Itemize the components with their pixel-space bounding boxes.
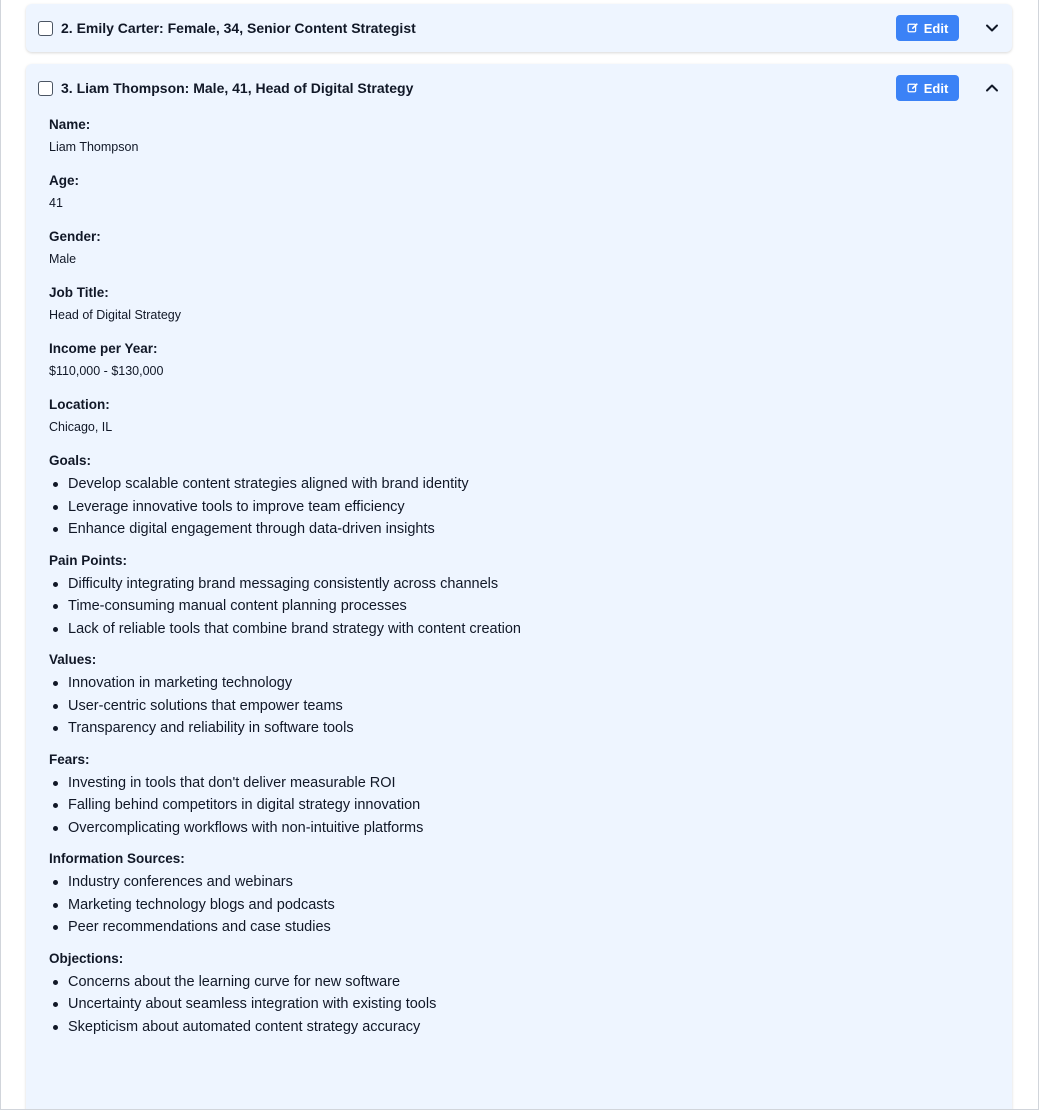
section-goals [49,452,992,541]
field-location [49,396,992,436]
persona-card-emily-carter [26,4,1012,52]
list-item: Overcomplicating workflows with non-intuitive platforms [68,817,992,840]
list-item: Falling behind competitors in digital strategy innovation [68,794,992,817]
edit-button-label: Edit [923,80,949,96]
list-item: Lack of reliable tools that combine brand strategy with content creation [68,618,992,641]
field-value: Chicago, IL [49,420,113,434]
list-item: Investing in tools that don't deliver measurable ROI [68,772,992,795]
edit-button-label: Edit [923,20,949,36]
section-information-sources [49,850,992,939]
field-label: Job Title: [49,285,109,300]
edit-icon [907,22,919,34]
section-label: Objections: [49,950,124,966]
persona-card-header[interactable] [26,64,1012,112]
section-values [49,651,992,740]
edit-icon [907,82,919,94]
persona-card-liam-thompson [26,64,1012,1110]
field-label: Gender: [49,229,101,244]
list-item: Enhance digital engagement through data-driven insights [68,518,992,541]
section-label: Information Sources: [49,851,185,866]
section-label: Fears: [49,751,90,767]
field-label: Age: [49,173,79,188]
persona-title: 3. Liam Thompson: Male, 41, Head of Digital Strategy [61,80,414,96]
field-value: $110,000 - $130,000 [49,364,164,378]
edit-button[interactable] [896,15,959,41]
list-item: Time-consuming manual content planning processes [68,595,992,618]
field-value: Head of Digital Strategy [49,308,182,322]
list-item: Leverage innovative tools to improve team efficiency [68,496,992,519]
field-label: Income per Year: [49,341,158,356]
persona-card-header[interactable] [26,4,1012,52]
edit-button[interactable] [896,75,959,101]
section-objections [49,950,992,1039]
section-label: Values: [49,652,97,667]
list-item: Skepticism about automated content strategy accuracy [68,1016,992,1039]
persona-title: 2. Emily Carter: Female, 34, Senior Content Strategist [61,20,416,36]
field-value: 41 [49,196,63,210]
list-item: Uncertainty about seamless integration with existing tools [68,993,992,1016]
list-item: Difficulty integrating brand messaging consistently across channels [68,573,992,596]
chevron-down-icon[interactable] [984,20,1000,36]
list-item: Develop scalable content strategies aligned with brand identity [68,473,992,496]
field-job-title [49,284,992,324]
list-item: Industry conferences and webinars [68,871,992,894]
field-name [49,116,992,156]
list-item: User-centric solutions that empower teams [68,695,992,718]
list-item: Transparency and reliability in software tools [68,717,992,740]
field-value: Male [49,252,77,266]
list-item: Concerns about the learning curve for new software [68,971,992,994]
chevron-up-icon[interactable] [984,80,1000,96]
field-age [49,172,992,212]
section-label: Pain Points: [49,552,128,568]
section-pain-points [49,552,992,641]
section-label: Goals: [49,453,92,468]
field-gender [49,228,992,268]
list-item: Peer recommendations and case studies [68,916,992,939]
section-fears [49,751,992,840]
persona-select-checkbox[interactable] [38,21,53,36]
persona-select-checkbox[interactable] [38,81,53,96]
field-label: Name: [49,117,91,132]
field-value: Liam Thompson [49,140,139,154]
list-item: Innovation in marketing technology [68,672,992,695]
field-label: Location: [49,397,110,412]
field-income [49,340,992,380]
list-item: Marketing technology blogs and podcasts [68,894,992,917]
persona-details [49,116,992,1049]
